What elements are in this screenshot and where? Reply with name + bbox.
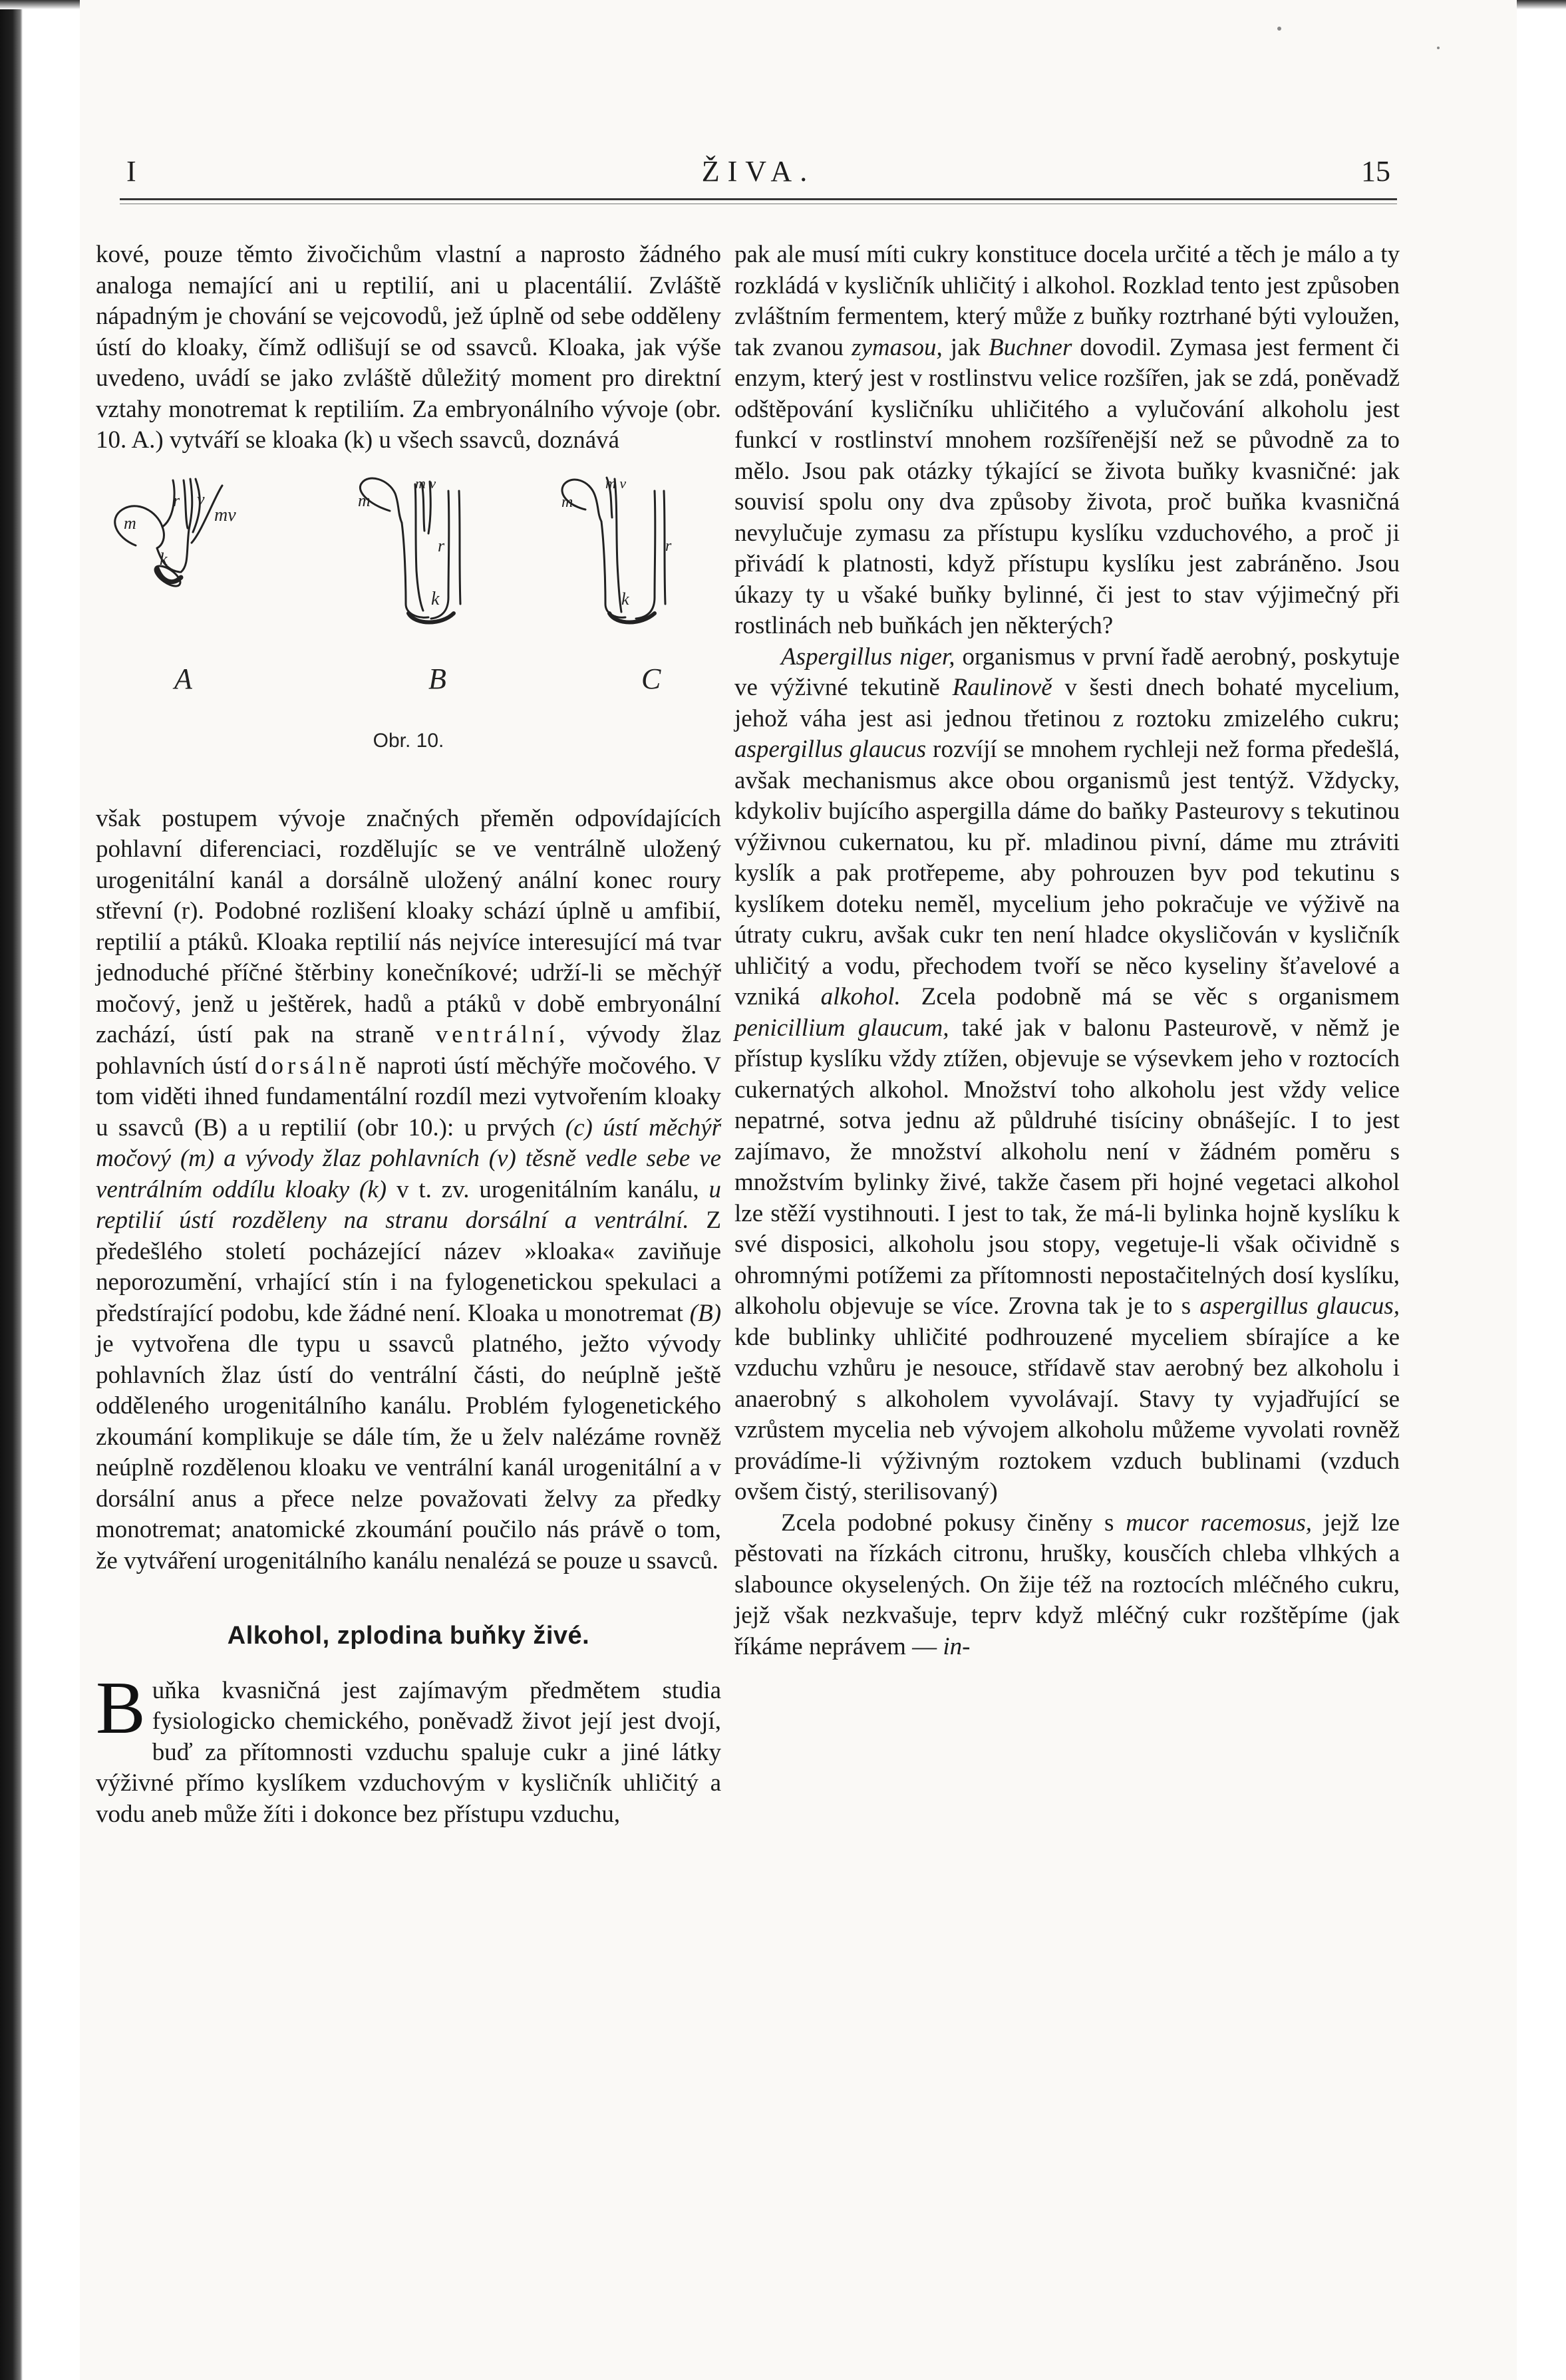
panel-letter-b: B bbox=[428, 662, 446, 695]
page bbox=[80, 0, 1517, 2380]
left-paragraph-2: však postupem vývoje značných přeměn odpovídajících pohlavní diferenciaci, rozdělujíc se ve ventrálně uložený urogenitální kanál a dorsálně uložený anální konec roury střevní (r). Podobné rozlišení kloaky schází úplně u amfibií, reptilií a ptáků. Kloaka reptilií nás nejvíce interesující má tvar jednoduché příčné štěrbiny konečníkové; udrží-li se měchýř močový, jenž u ještěrek, hadů a ptáků v době embryonální zachází, ústí pak na straně ventrální, vývody žlaz pohlavních ústí dorsálně naproti ústí měchýře močového. V tom viděti ihned fundamentální rozdíl mezi vytvořením kloaky u ssavců (B) a u reptilií (obr 10.): u prvých (c) ústí měchýř močový (m) a vývody žlaz pohlavních (v) těsně vedle sebe ve ventrálním oddílu kloaky (k) v t. zv. urogenitálním kanálu, u reptilií ústí rozděleny na stranu dorsální a ventrální. Z předešlého století pocházející název »kloaka« zaviňuje neporozumění, vrhající stín i na fylogenetickou spekulaci a předstírající podobu, kde žádné není. Kloaka u monotremat (B) je vytvořena dle typu u ssavců platného, ježto vývody pohlavních žlaz ústí do ventrální části, do neúplně ještě odděleného urogenitálního kanálu. Problém fylogenetického zkoumání komplikuje se dále tím, že u želv nalézáme rovněž neúplně rozdělenou kloaku ve ventrální kanál urogenitální a v dorsální anus a přece nelze považovati želvy za předky monotremat; anatomické zkoumání poučilo nás právě o tom, že vytváření urogenitálního kanálu nenalézá se pouze u ssavců. bbox=[96, 804, 722, 1574]
right-column bbox=[734, 239, 1400, 1662]
right-paragraph-1: pak ale musí míti cukry konstituce docela určité a těch je málo a ty rozkládá v kysličník uhličitý i alkohol. Rozklad tento jest způsoben zvláštním fermentem, který může z buňky roztrhané býti vyloužen, tak zvanou zymasou, jak Buchner dovodil. Zymasa jest ferment či enzym, který jest v rostlinstvu velice rozšířen, jak se zdá, poněvadž odštěpování kysličníku uhličitého a vylučování alkoholu jest funkcí v rostlinství mnohem rozšířenější než se původně za to mělo. Jsou pak otázky týkající se života buňky kvasničné: jak souvisí spolu ony dva způsoby života, proč buňka kvasničná nevylučuje zymasu za přístupu kyslíku vzduchového, a proč ji přivádí k platnosti, když přístupu kyslíku jest zabráněno. Jsou úkazy ty u všaké buňky bylinné, či jest to stav výjimečný při rostlinách neb buňkách jen některých? bbox=[734, 241, 1400, 639]
label-b-k: k bbox=[431, 588, 440, 609]
italic-term: zymasou, bbox=[852, 333, 943, 361]
italic-name: Buchner bbox=[989, 333, 1072, 361]
label-a-v: v bbox=[197, 489, 205, 509]
label-b-m: m bbox=[358, 490, 371, 510]
header-page-number: 15 bbox=[1361, 155, 1390, 188]
right-paragraph-2: Aspergillus niger, organismus v první řadě aerobný, poskytuje ve výživné tekutině Raulinově v šesti dnech bohaté mycelium, jehož váha jest asi jednou třetinou z roztoku zmizelého cukru; aspergillus glaucus rozvíjí se mnohem rychleji než forma předešlá, avšak mechanismus akce obou organismů jest tentýž. Vždycky, kdykoliv bujícího aspergilla dáme do baňky Pasteurovy s tekutinou výživnou cukernatou, ku př. mladinou pivní, dáme mu ztráviti kyslík a pak protřepeme, aby pohrouzen byv pod tekutinu s kyslíkem doteku neměl, mycelium jeho pokračuje ve výživě na útraty cukru, avšak cukr ten není hladce okysličován v kysličník uhličitý a vodu, přechodem tvoří se něco kyseliny šťavelové a vzniká alkohol. Zcela podobně má se věc s organismem penicillium glaucum, také jak v balonu Pasteurově, v němž je přístup kyslíku vždy ztížen, objevuje se výsevkem jeho v roztocích cukernatých alkohol. Množství toho alkoholu jest vždy velice nepatrné, sotva jednu až půldruhé tisíciny obnášejíc. I to jest zajímavo, že množství alkoholu není v žádném poměru s množstvím bylinky živé, takže časem při hojné vegetaci alkohol lze stěží vystihnouti. I jest to tak, že má-li bylinka hojně kyslíku k své disposici, alkoholu jsou stopy, vegetuje-li však očividně s ohromnými potížemi za přítomnosti nepostačitelných dosí kyslíku, alkoholu objevuje se více. Zrovna tak je to s aspergillus glaucus, kde bublinky uhličité podhrouzené myceliem sbírajíce a ke vzduchu vzhůru je nesouce, střídavě stav aerobný bez alkoholu i anaerobný s alkoholem vyvolávají. Stavy ty vyjadřující se vzrůstem mycelia neb vývojem alkoholu můžeme vyvolati rovněž provádíme-li výživným roztokem vzduch bublinami (vzduch ovšem čistý, sterilisovaný) bbox=[734, 643, 1400, 1505]
running-header bbox=[126, 154, 1390, 194]
panel-letter-c: C bbox=[641, 662, 661, 695]
scan-edge-left bbox=[0, 0, 23, 2380]
header-journal-title: ŽIVA. bbox=[701, 155, 816, 188]
label-a-k: k bbox=[160, 549, 168, 569]
label-b-mv: m v bbox=[415, 474, 436, 492]
label-b-r: r bbox=[438, 535, 445, 555]
label-c-mv: m v bbox=[605, 474, 627, 492]
label-c-r: r bbox=[665, 537, 672, 555]
drop-cap: B bbox=[96, 1666, 146, 1749]
italic-species: aspergillus glaucus bbox=[734, 736, 927, 763]
left-paragraph-1: kové, pouze těmto živočichům vlastní a naprosto žádného analoga nemající ani u reptilií, ani u placentálií. Zvláště nápadným je chování se vejcovodů, jež úplně od sebe odděleny ústí do kloaky, čímž odlišují se od ssavců. Kloaka, jak výše uvedeno, uvádí se jako zvláště důležitý moment pro direktní vztahy monotremat k reptiliím. Za embryonálního vývoje (obr. 10. A.) vytváří se kloaka (k) u všech ssavců, doznává bbox=[96, 241, 721, 454]
section-title: Alkohol, zplodina buňky živé. bbox=[227, 1622, 590, 1650]
emph-ventralni: ventrální bbox=[435, 1021, 559, 1048]
header-section-number: I bbox=[126, 155, 136, 188]
italic-phrase: (c) ústí měchýř močový (m) a vývody žlaz pohlavních (v) těsně vedle sebe ve ventrálním oddílu kloaky (k) bbox=[96, 1114, 721, 1203]
diagram-panel-b bbox=[360, 478, 460, 622]
italic-term: alkohol. bbox=[820, 983, 901, 1010]
italic-ref: (B) bbox=[689, 1299, 722, 1327]
header-rule bbox=[120, 198, 1397, 204]
italic-species: penicillium glaucum, bbox=[734, 1014, 949, 1042]
paper-speck bbox=[1277, 27, 1281, 31]
diagram-panel-c bbox=[562, 478, 665, 623]
right-paragraph-3: Zcela podobné pokusy činěny s mucor racemosus, jejž lze pěstovati na řízkách citronu, hrušky, kousčích chleba vlhkých a slabounce okyselených. On žije též na roztocích mléčného cukru, jejž však nezkvašuje, teprv když mléčný cukr rozštěpíme (jak říkáme neprávem — in- bbox=[734, 1509, 1400, 1660]
italic-phrase: u reptilií ústí rozděleny na stranu dorsální a ventrální. bbox=[96, 1175, 722, 1234]
figure-caption: Obr. 10. bbox=[373, 730, 444, 752]
label-c-m: m bbox=[561, 493, 573, 511]
label-a-mv: mv bbox=[214, 504, 236, 525]
emph-dorsalne: dorsálně bbox=[254, 1052, 371, 1080]
left-column bbox=[96, 239, 721, 1830]
label-a-r: r bbox=[173, 490, 180, 510]
panel-letter-a: A bbox=[174, 662, 192, 695]
italic-species: mucor racemosus, bbox=[1126, 1509, 1312, 1537]
label-a-m: m bbox=[124, 513, 136, 533]
figure-10 bbox=[96, 471, 721, 797]
paper-speck bbox=[1437, 47, 1440, 49]
italic-fragment: in- bbox=[943, 1632, 971, 1660]
italic-name: Raulinově bbox=[952, 674, 1052, 701]
italic-species: Aspergillus niger, bbox=[781, 643, 955, 670]
label-c-k: k bbox=[621, 589, 629, 609]
italic-species: aspergillus glaucus, bbox=[1199, 1292, 1400, 1320]
left-paragraph-3: Buňka kvasničná jest zajímavým předmětem studia fysiologicko chemického, poněvadž život její jest dvojí, buď za přítomnosti vzduchu spaluje cukr a jiné látky výživné přímo kyslíkem vzduchovým v kysličník uhličitý a vodu aneb může žíti i dokonce bez přístupu vzduchu, bbox=[96, 1666, 721, 1828]
